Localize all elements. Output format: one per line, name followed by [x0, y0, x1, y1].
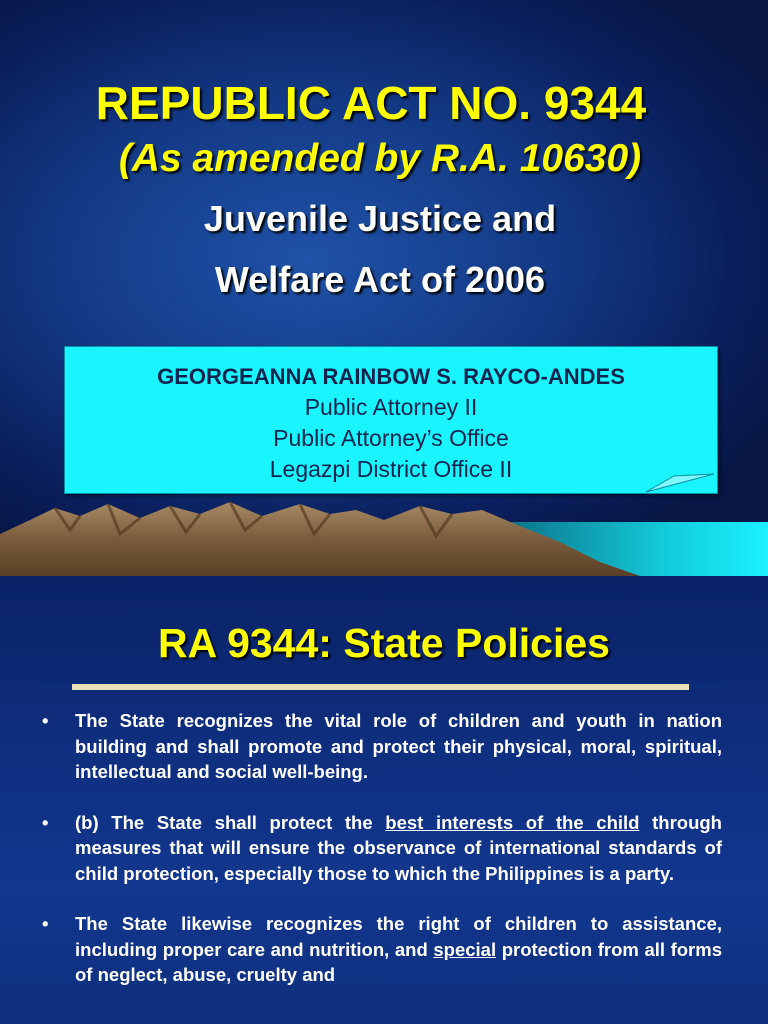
- slide-subtitle: (As amended by R.A. 10630): [118, 137, 642, 180]
- underlined-phrase: special: [433, 938, 497, 960]
- act-name-line2: Welfare Act of 2006: [214, 259, 546, 300]
- bullet-text: through measures that will ensure the observance of international standards of child protection, especially those to which the Philippines is a party.: [75, 811, 722, 884]
- bullet-item: [42, 708, 722, 785]
- slide-heading: RA 9344: State Policies: [158, 620, 610, 666]
- underlined-phrase: best interests of the child: [385, 811, 640, 833]
- bullet-item: [42, 810, 722, 887]
- heading-divider: [40, 684, 724, 690]
- bullet-list: [42, 708, 722, 1013]
- bullet-item: [42, 911, 722, 988]
- state-policies-slide: [0, 576, 768, 1024]
- bullet-text: The State recognizes the vital role of children and youth in nation building and shall promote and protect their physical, moral, spiritual, intellectual and social well-being.: [75, 710, 722, 782]
- presenter-position: Public Attorney II: [304, 394, 478, 420]
- presenter-district: Legazpi District Office II: [269, 456, 513, 482]
- bullet-icon: •: [42, 811, 49, 833]
- bullet-text: protection from all forms of neglect, abuse, cruelty and: [75, 938, 722, 985]
- presenter-box: [64, 346, 718, 494]
- bullet-text: The State likewise recognizes the right of children to assistance, including proper care and nutrition, and: [75, 913, 722, 960]
- mountains-illustration: [0, 490, 768, 576]
- presenter-name: GEORGEANNA RAINBOW S. RAYCO-ANDES: [157, 364, 625, 389]
- bullet-text: (b) The State shall protect the: [75, 811, 386, 833]
- bullet-icon: •: [42, 710, 49, 731]
- presenter-office: Public Attorney’s Office: [273, 425, 509, 451]
- slide-title: REPUBLIC ACT NO. 9344: [95, 77, 647, 129]
- act-name-line1: Juvenile Justice and: [203, 198, 557, 239]
- bullet-icon: •: [42, 913, 49, 934]
